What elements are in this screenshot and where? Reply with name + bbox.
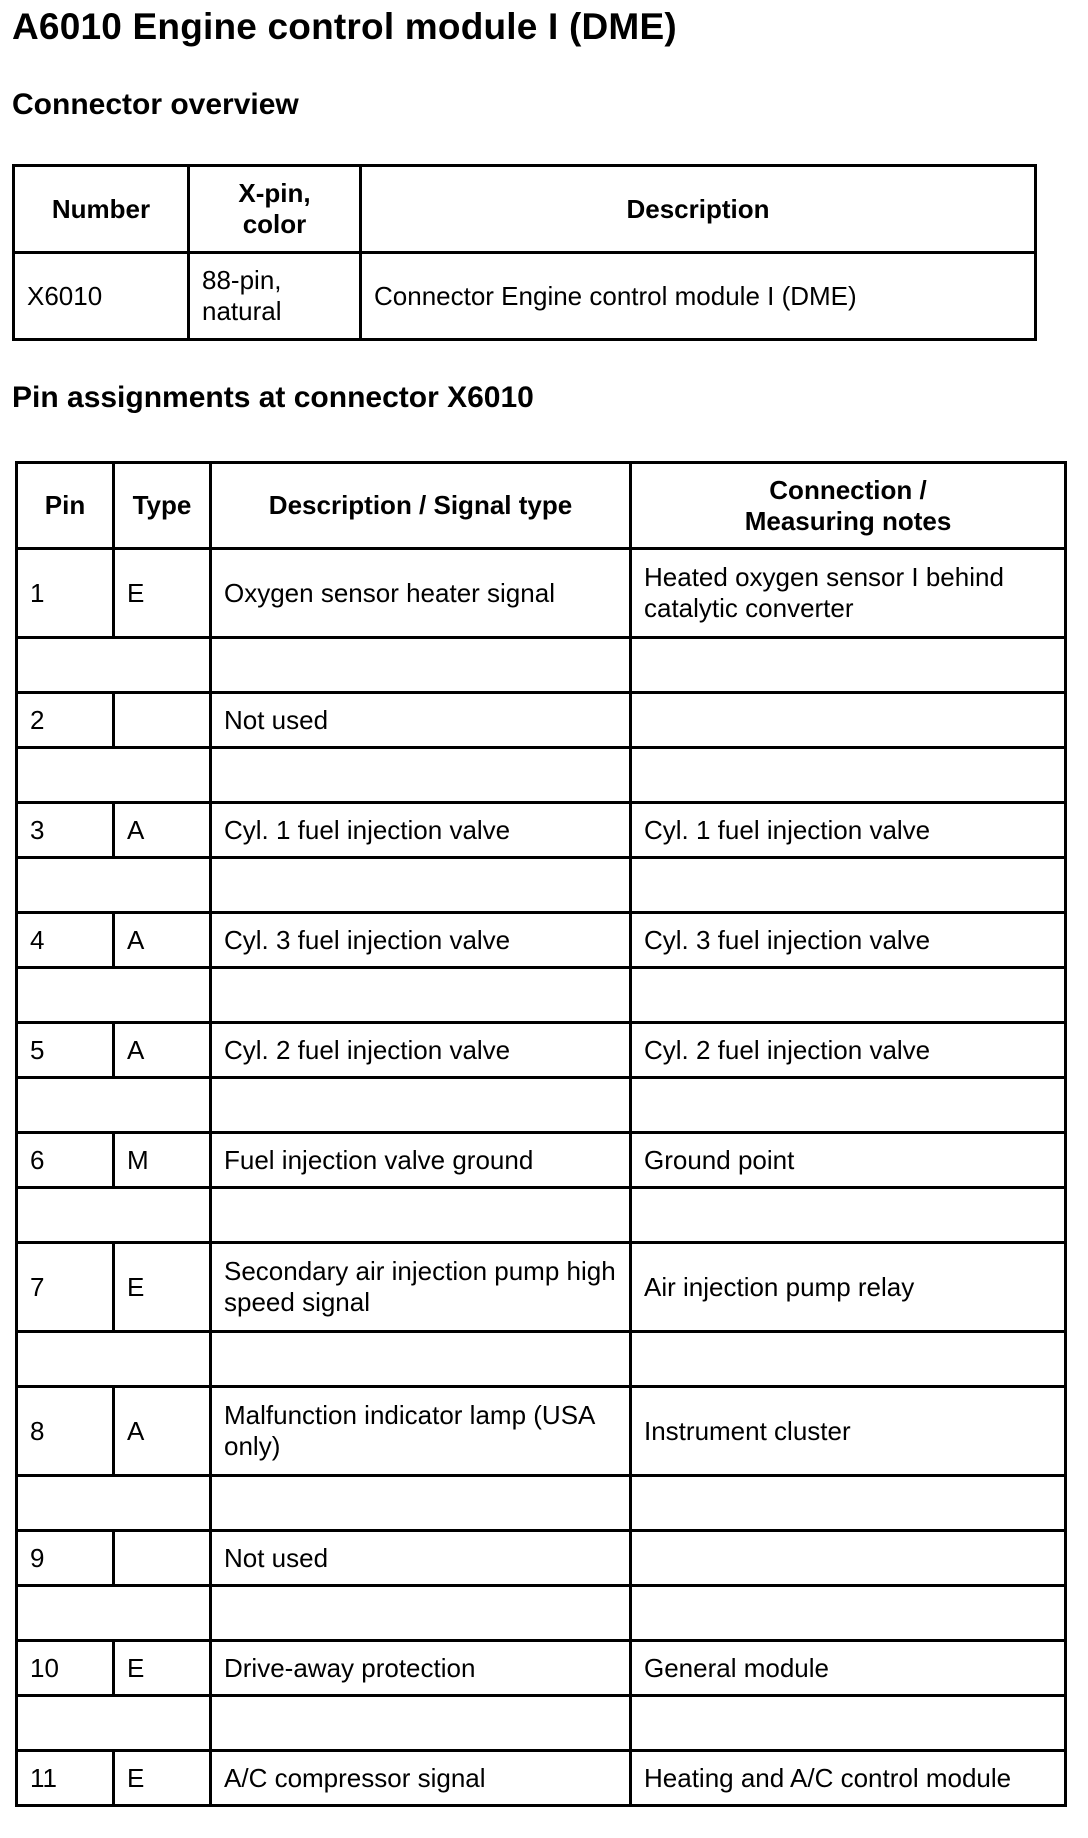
pin-assignments-table (15, 461, 1067, 1807)
spacer-row (17, 1476, 1066, 1531)
type-cell: E (114, 1243, 211, 1332)
table-row (17, 803, 1066, 858)
column-header-description-signal: Description / Signal type (211, 463, 631, 549)
connection-cell: Ground point (631, 1133, 1066, 1188)
spacer-cell (631, 1586, 1066, 1641)
spacer-row (17, 638, 1066, 693)
connection-cell: Heating and A/C control module (631, 1751, 1066, 1806)
column-header-description: Description (361, 166, 1036, 253)
connection-cell: Cyl. 3 fuel injection valve (631, 913, 1066, 968)
description-cell: Not used (211, 693, 631, 748)
type-cell: E (114, 1641, 211, 1696)
table-row (17, 1023, 1066, 1078)
type-cell: A (114, 1023, 211, 1078)
description-cell: Not used (211, 1531, 631, 1586)
column-header-xpin-color (189, 166, 361, 253)
spacer-cell (17, 1586, 211, 1641)
spacer-row (17, 968, 1066, 1023)
description-cell: Cyl. 3 fuel injection valve (211, 913, 631, 968)
connection-cell: Cyl. 2 fuel injection valve (631, 1023, 1066, 1078)
spacer-row (17, 748, 1066, 803)
description-cell: Cyl. 1 fuel injection valve (211, 803, 631, 858)
description-cell: Oxygen sensor heater signal (211, 549, 631, 638)
spacer-cell (17, 1696, 211, 1751)
spacer-cell (631, 1332, 1066, 1387)
description-cell: Fuel injection valve ground (211, 1133, 631, 1188)
type-cell: E (114, 549, 211, 638)
connection-cell: Heated oxygen sensor I behind catalytic converter (631, 549, 1066, 638)
connection-cell: Cyl. 1 fuel injection valve (631, 803, 1066, 858)
table-row (17, 913, 1066, 968)
type-cell: A (114, 803, 211, 858)
table-row (17, 1751, 1066, 1806)
column-header-pin: Pin (17, 463, 114, 549)
spacer-cell (631, 968, 1066, 1023)
connector-number: X6010 (14, 253, 189, 340)
type-cell: M (114, 1133, 211, 1188)
table-row (17, 1531, 1066, 1586)
description-cell: A/C compressor signal (211, 1751, 631, 1806)
spacer-cell (17, 1476, 211, 1531)
table-row (17, 1387, 1066, 1476)
pin-cell: 8 (17, 1387, 114, 1476)
connection-cell: Instrument cluster (631, 1387, 1066, 1476)
spacer-cell (631, 1476, 1066, 1531)
spacer-cell (631, 1078, 1066, 1133)
connector-description: Connector Engine control module I (DME) (361, 253, 1036, 340)
type-cell: E (114, 1751, 211, 1806)
pin-cell: 9 (17, 1531, 114, 1586)
connection-cell: General module (631, 1641, 1066, 1696)
spacer-row (17, 1188, 1066, 1243)
spacer-cell (631, 638, 1066, 693)
spacer-cell (211, 1586, 631, 1641)
type-cell (114, 693, 211, 748)
table-header-row (14, 166, 1036, 253)
table-row (14, 253, 1036, 340)
pin-cell: 6 (17, 1133, 114, 1188)
spacer-cell (211, 1188, 631, 1243)
pin-cell: 7 (17, 1243, 114, 1332)
type-cell: A (114, 1387, 211, 1476)
type-cell (114, 1531, 211, 1586)
table-row (17, 549, 1066, 638)
description-cell: Cyl. 2 fuel injection valve (211, 1023, 631, 1078)
spacer-row (17, 858, 1066, 913)
connection-cell: Air injection pump relay (631, 1243, 1066, 1332)
column-header-number: Number (14, 166, 189, 253)
connector-overview-heading: Connector overview (12, 88, 299, 121)
spacer-cell (211, 1078, 631, 1133)
spacer-row (17, 1332, 1066, 1387)
pin-cell: 5 (17, 1023, 114, 1078)
description-cell: Secondary air injection pump high speed signal (211, 1243, 631, 1332)
pin-cell: 2 (17, 693, 114, 748)
column-header-connection-text: Connection / Measuring notes (744, 474, 952, 536)
spacer-cell (211, 1476, 631, 1531)
pin-rows (17, 549, 1066, 1806)
pin-cell: 11 (17, 1751, 114, 1806)
spacer-cell (211, 748, 631, 803)
description-cell: Drive-away protection (211, 1641, 631, 1696)
connection-cell (631, 1531, 1066, 1586)
spacer-cell (17, 968, 211, 1023)
spacer-cell (17, 1078, 211, 1133)
connector-overview-table (12, 164, 1037, 341)
connector-xpin-color-text: 88-pin, natural (202, 265, 282, 326)
spacer-cell (631, 748, 1066, 803)
table-header-row (17, 463, 1066, 549)
pin-cell: 4 (17, 913, 114, 968)
spacer-cell (211, 638, 631, 693)
pin-assignments-heading: Pin assignments at connector X6010 (12, 381, 534, 414)
spacer-cell (211, 858, 631, 913)
spacer-cell (211, 1332, 631, 1387)
table-row (17, 693, 1066, 748)
table-row (17, 1243, 1066, 1332)
table-row (17, 1641, 1066, 1696)
spacer-cell (631, 1188, 1066, 1243)
type-cell: A (114, 913, 211, 968)
spacer-row (17, 1696, 1066, 1751)
connection-cell (631, 693, 1066, 748)
spacer-cell (631, 858, 1066, 913)
page-title: A6010 Engine control module I (DME) (12, 6, 677, 47)
spacer-cell (17, 638, 211, 693)
description-cell: Malfunction indicator lamp (USA only) (211, 1387, 631, 1476)
pin-cell: 3 (17, 803, 114, 858)
spacer-cell (17, 748, 211, 803)
table-row (17, 1133, 1066, 1188)
spacer-cell (211, 1696, 631, 1751)
spacer-row (17, 1078, 1066, 1133)
column-header-type: Type (114, 463, 211, 549)
spacer-cell (211, 968, 631, 1023)
spacer-cell (17, 1188, 211, 1243)
spacer-cell (631, 1696, 1066, 1751)
pin-cell: 10 (17, 1641, 114, 1696)
connector-xpin-color (189, 253, 361, 340)
spacer-cell (17, 1332, 211, 1387)
column-header-connection (631, 463, 1066, 549)
pin-cell: 1 (17, 549, 114, 638)
spacer-cell (17, 858, 211, 913)
column-header-xpin-color-text: X-pin, color (238, 178, 311, 239)
spacer-row (17, 1586, 1066, 1641)
